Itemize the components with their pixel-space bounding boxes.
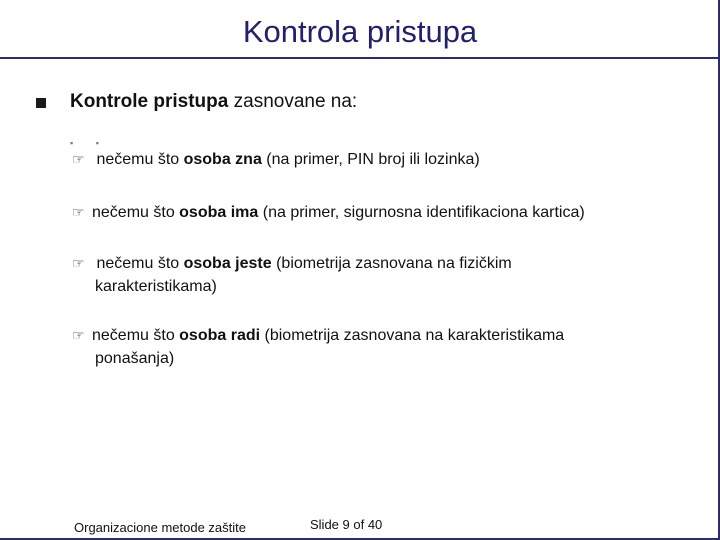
list-item <box>72 201 672 224</box>
title-divider <box>0 57 720 59</box>
item-prefix: nečemu što <box>92 151 184 168</box>
list-item <box>72 252 672 298</box>
decorative-dots: ▪ ▪ <box>70 138 99 148</box>
item-bold: osoba jeste <box>183 255 272 272</box>
pointing-hand-icon: ☞ <box>72 327 85 343</box>
list-item <box>72 324 672 370</box>
slide-number: Slide 9 of 40 <box>310 517 383 532</box>
item-bold: osoba ima <box>179 204 259 221</box>
item-continuation: ponašanja) <box>95 350 175 367</box>
item-prefix: nečemu što <box>92 255 184 272</box>
item-prefix: nečemu što <box>92 327 180 344</box>
main-bullet-bold: Kontrole pristupa <box>70 91 229 112</box>
main-bullet-rest: zasnovane na: <box>228 91 358 112</box>
pointing-hand-icon: ☞ <box>72 204 85 220</box>
item-bold: osoba zna <box>183 151 262 168</box>
item-continuation: karakteristikama) <box>95 278 217 295</box>
list-item <box>72 148 672 171</box>
main-bullet-text <box>70 91 357 113</box>
pointing-hand-icon: ☞ <box>72 151 85 167</box>
item-bold: osoba radi <box>179 327 261 344</box>
footer-title: Organizacione metode zaštite <box>74 520 246 535</box>
item-rest: (biometrija zasnovana na fizičkim <box>271 255 512 272</box>
item-prefix: nečemu što <box>92 204 180 221</box>
item-rest: (biometrija zasnovana na karakteristikama <box>260 327 565 344</box>
slide-title: Kontrola pristupa <box>242 14 478 49</box>
pointing-hand-icon: ☞ <box>72 255 85 271</box>
item-rest: (na primer, sigurnosna identifikaciona kartica) <box>258 204 585 221</box>
square-bullet-icon <box>36 98 46 108</box>
item-rest: (na primer, PIN broj ili lozinka) <box>261 151 480 168</box>
